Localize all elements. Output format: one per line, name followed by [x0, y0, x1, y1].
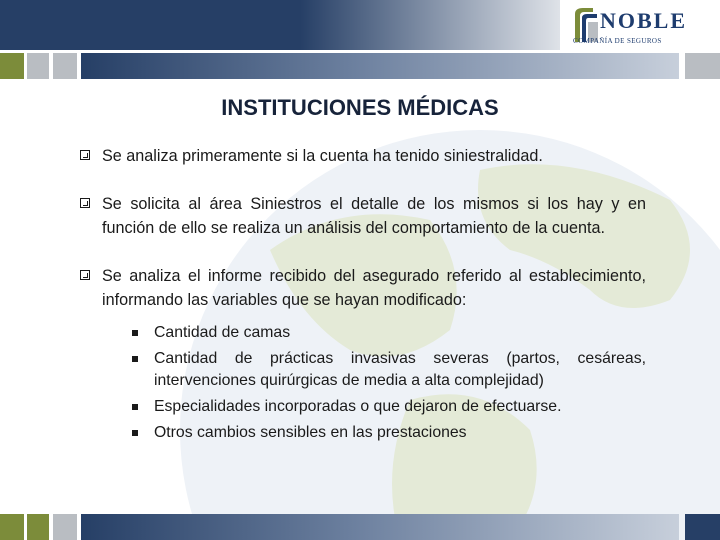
bullet-text: Se solicita al área Siniestros el detalle de los mismos si los hay y en función de ello se realiza un análisis del comportamiento de la cuenta.: [102, 195, 646, 237]
bullet-item: [80, 264, 646, 444]
sub-bullet-text: Otros cambios sensibles en las prestaciones: [154, 424, 467, 441]
decor-bar: [81, 514, 679, 540]
sub-bullet-item: [132, 322, 646, 344]
sub-bullet-item: [132, 422, 646, 444]
sub-bullet-text: Especialidades incorporadas o que dejaron de efectuarse.: [154, 398, 562, 415]
checkbox-bullet-icon: [80, 270, 90, 280]
decor-square-blue: [685, 514, 720, 540]
decor-square-olive: [0, 514, 24, 540]
decor-square-olive: [27, 514, 49, 540]
bullet-item: [80, 144, 646, 168]
logo-tagline: COMPAÑÍA DE SEGUROS: [573, 37, 662, 45]
bullet-item: [80, 192, 646, 240]
slide-title: INSTITUCIONES MÉDICAS: [221, 95, 499, 120]
square-bullet-icon: [132, 356, 138, 362]
sub-bullet-item: [132, 348, 646, 392]
square-bullet-icon: [132, 430, 138, 436]
sub-bullet-item: [132, 396, 646, 418]
decor-square-grey: [53, 514, 77, 540]
square-bullet-icon: [132, 330, 138, 336]
header-gradient: [300, 0, 560, 50]
checkbox-bullet-icon: [80, 150, 90, 160]
sub-bullet-text: Cantidad de camas: [154, 324, 291, 341]
sub-bullet-list: [102, 322, 646, 444]
decor-square-olive: [0, 53, 24, 79]
bullet-list: [80, 144, 646, 444]
bullet-text: Se analiza primeramente si la cuenta ha tenido siniestralidad.: [102, 147, 543, 165]
bullet-text: Se analiza el informe recibido del asegurado referido al establecimiento, informando las variables que se hayan modificado:: [102, 267, 646, 309]
sub-bullet-text: Cantidad de prácticas invasivas severas (partos, cesáreas, intervenciones quirúrgicas de media a alta complejidad): [154, 350, 646, 389]
logo-name: NOBLE: [600, 8, 688, 33]
checkbox-bullet-icon: [80, 198, 90, 208]
decor-square-grey: [27, 53, 49, 79]
decor-bar: [81, 53, 679, 79]
square-bullet-icon: [132, 404, 138, 410]
decor-square-grey: [685, 53, 720, 79]
decor-square-grey: [53, 53, 77, 79]
